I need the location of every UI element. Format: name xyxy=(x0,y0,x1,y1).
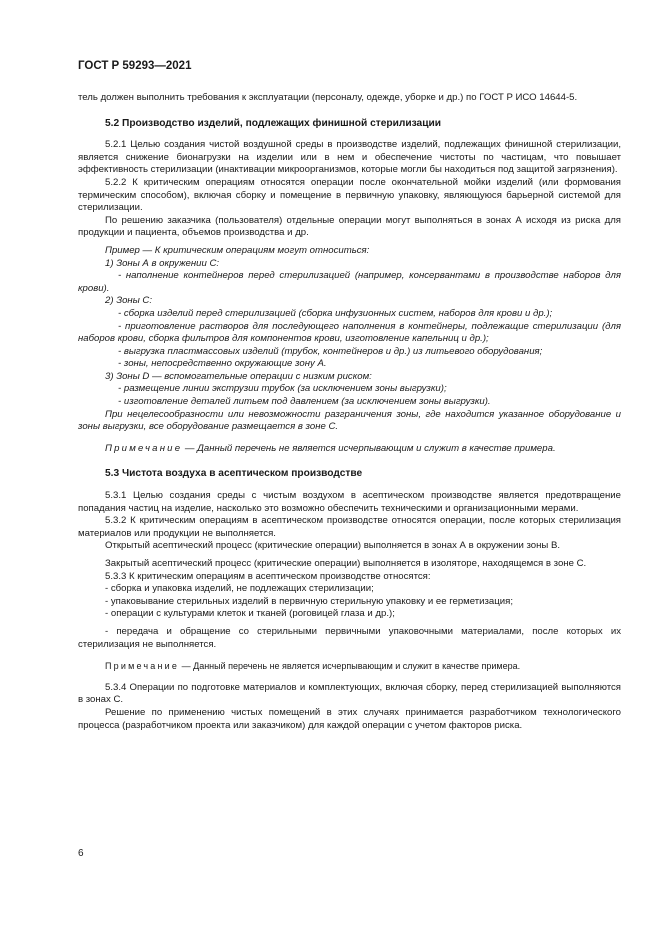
paragraph: Закрытый асептический процесс (критические операции) выполняется в изоляторе, находящемся в зоне С. xyxy=(105,558,587,569)
example-zone-c: 2) Зоны С: xyxy=(105,295,153,307)
note-text: — Данный перечень не является исчерпывающим и служит в качестве примера. xyxy=(179,661,521,672)
example-block xyxy=(78,245,621,434)
example-item: - размещение линии экструзии трубок (за исключением зоны выгрузки); xyxy=(118,383,447,395)
note-text: — Данный перечень не является исчерпывающим и служит в качестве примера. xyxy=(182,442,556,454)
example-zone-d: 3) Зоны D — вспомогательные операции с низким риском: xyxy=(105,370,372,382)
note-label: Примечание xyxy=(105,442,183,454)
example-item: - изготовление деталей литьем под давлением (за исключением зоны выгрузки). xyxy=(118,396,491,408)
example-conclusion: При нецелесообразности или невозможности разграничения зоны, где находится указанное оборудование и зоны выгрузки, все оборудование размещается в зоне С. xyxy=(78,408,621,433)
note-1 xyxy=(78,443,621,456)
example-zone-a: 1) Зоны А в окружении С: xyxy=(105,257,220,269)
section-heading-5-3: 5.3 Чистота воздуха в асептическом производстве xyxy=(105,468,363,480)
paragraph: тель должен выполнить требования к эксплуатации (персоналу, одежде, уборке и др.) по ГОСТ Р ИСО 14644-5. xyxy=(78,92,578,103)
page-number: 6 xyxy=(78,848,84,859)
note-2 xyxy=(78,660,621,673)
paragraph-5-2-1: 5.2.1 Целью создания чистой воздушной среды в производстве изделий, подлежащих финишной стерилизации, является снижение бионагрузки на изделии или в нем и обеспечение чистоты по частицам, что повышает эффективность стерилизации (инактивации микроорганизмов, которые могли бы находиться под защитой загрязнения). xyxy=(78,139,621,176)
paragraph-5-3-1: 5.3.1 Целью создания среды с чистым воздухом в асептическом производстве является предотвращение попадания частиц на изделие, насколько это возможно обеспечить техническими и организационными мерами. xyxy=(78,490,621,514)
paragraph-5-3-4: 5.3.4 Операции по подготовке материалов и комплектующих, включая сборку, перед стерилизацией выполняются в зонах С. xyxy=(78,681,621,706)
section-heading-5-2: 5.2 Производство изделий, подлежащих финишной стерилизации xyxy=(105,117,442,129)
list-item: - сборка и упаковка изделий, не подлежащих стерилизации; xyxy=(105,583,374,595)
example-item: - сборка изделий перед стерилизацией (сборка инфузионных систем, наборов для крови и др.); xyxy=(118,307,553,319)
list-item: - операции с культурами клеток и тканей (роговицей глаза и др.); xyxy=(105,608,395,620)
page-content xyxy=(78,92,621,732)
paragraph: Открытый асептический процесс (критические операции) выполняется в зонах А в окружении зоны В. xyxy=(105,540,561,552)
paragraph: По решению заказчика (пользователя) отдельные операции могут выполняться в зонах А исходя из риска для продукции и пациента, объемов производства и др. xyxy=(78,214,621,239)
paragraph-5-3-2: 5.3.2 К критическим операциям в асептическом производстве относятся операции, после которых стерилизация материалов или продукции не выполняется. xyxy=(78,515,621,539)
example-item: - выгрузка пластмассовых изделий (трубок, контейнеров и др.) из литьевого оборудования; xyxy=(118,345,543,357)
list-item: - передача и обращение со стерильными первичными упаковочными материалами, после которых их стерилизация не выполняется. xyxy=(78,625,621,650)
example-item: - зоны, непосредственно окружающие зону А. xyxy=(118,358,327,370)
list-item: - упаковывание стерильных изделий в первичную стерильную упаковку и ее герметизация; xyxy=(105,595,513,607)
paragraph-5-2-2: 5.2.2 К критическим операциям относятся операции после окончательной мойки изделий (или формования термическим способом), включая сборку и помещение в первичную упаковку, являющуюся барьерной системой для стерилизации. xyxy=(78,176,621,214)
example-title: Пример — К критическим операциям могут относиться: xyxy=(105,244,370,256)
paragraph-5-3-3: 5.3.3 К критическим операциям в асептическом производстве относятся: xyxy=(105,570,431,582)
note-label: Примечание xyxy=(105,661,180,672)
example-item: - приготовление растворов для последующего наполнения в контейнеры, подлежащие стерилизации (для наборов крови, сборка фильтров для компонентов крови, изготовление капельниц и др.); xyxy=(78,320,621,345)
paragraph: Решение по применению чистых помещений в этих случаях принимается разработчиком технологического процесса (разработчиком проекта или заказчиком) для каждой операции с учетом факторов риска. xyxy=(78,706,621,731)
example-item: - наполнение контейнеров перед стерилизацией (например, консервантами в производстве наборов для крови). xyxy=(78,270,621,294)
standard-header: ГОСТ Р 59293—2021 xyxy=(78,60,192,72)
